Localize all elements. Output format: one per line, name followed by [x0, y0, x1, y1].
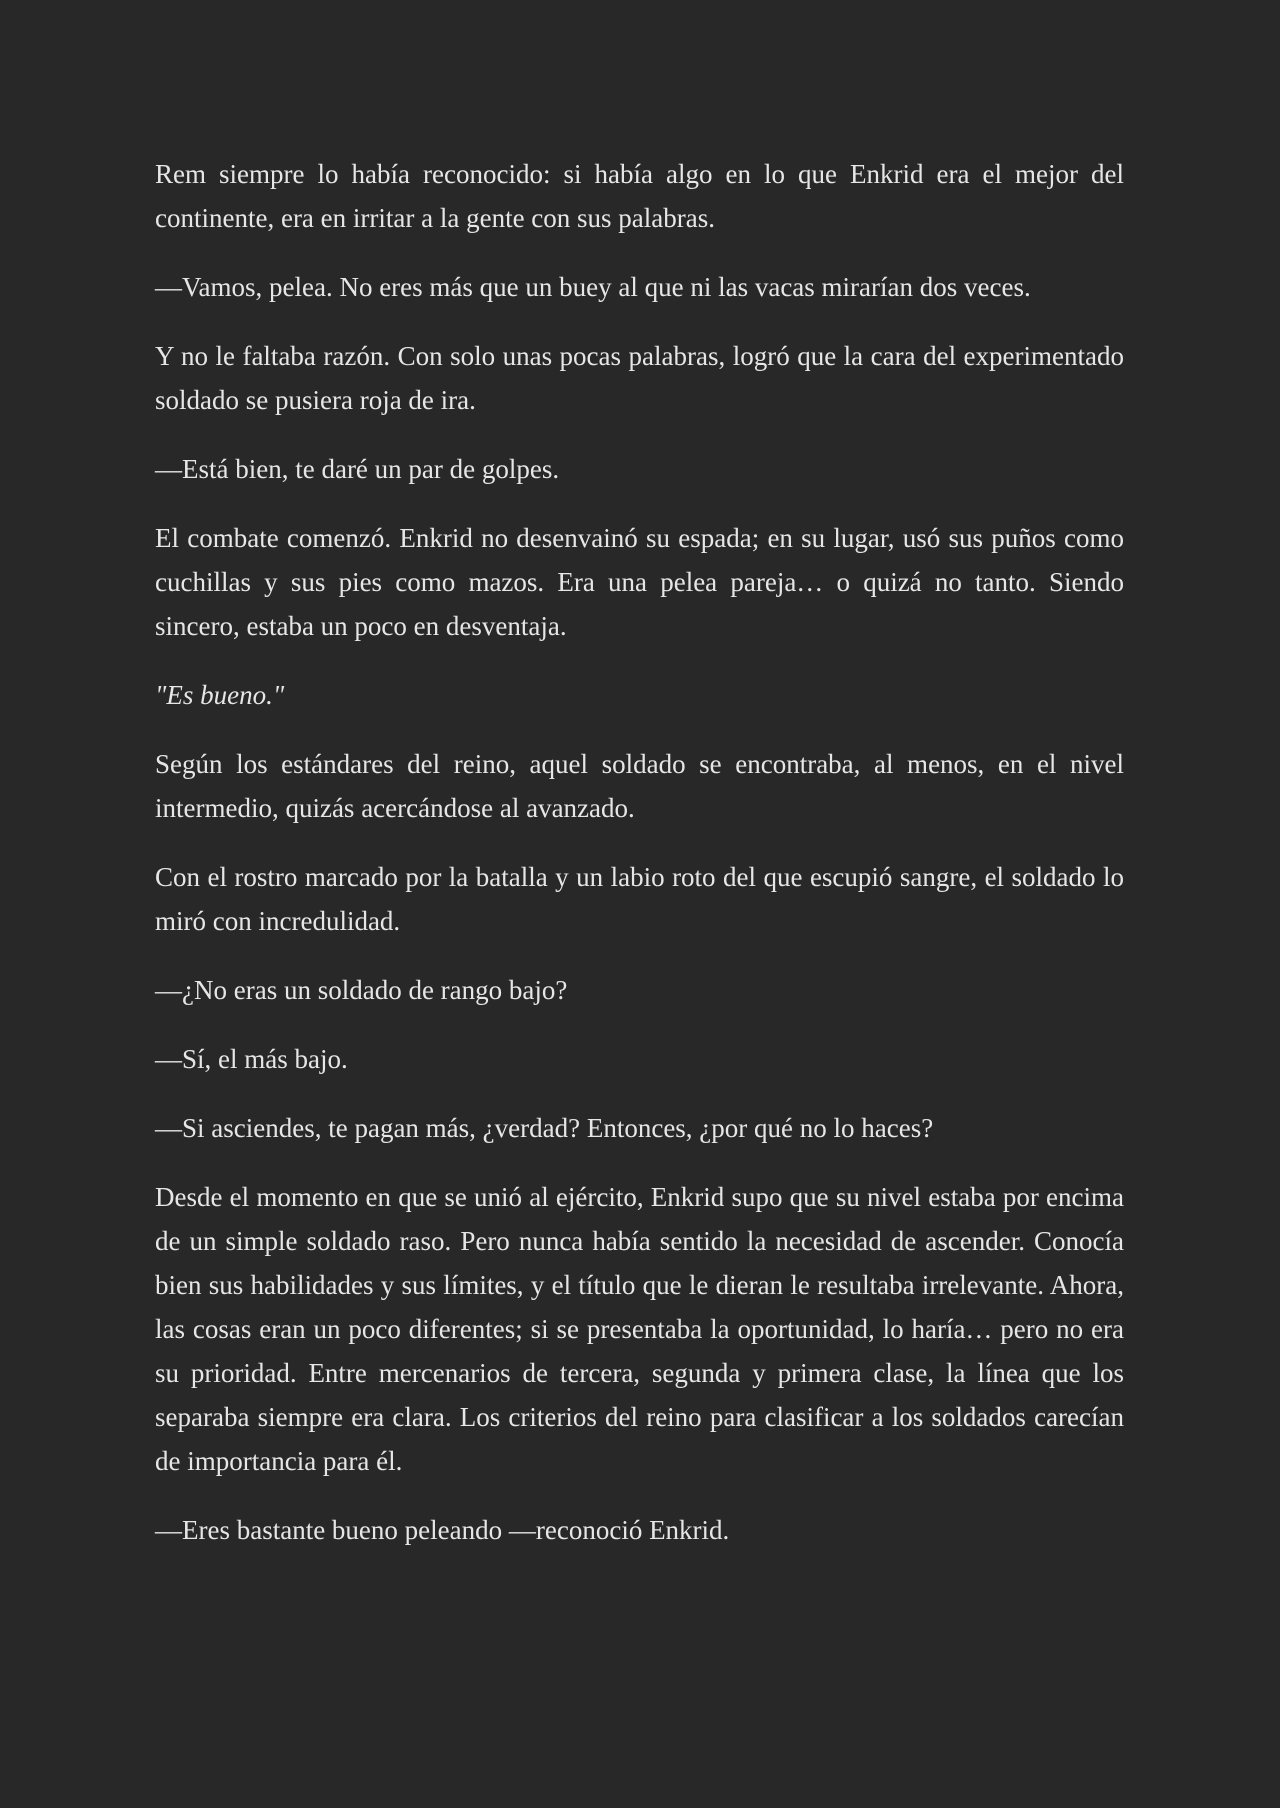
paragraph-13: —Eres bastante bueno peleando —reconoció Enkrid. [155, 1515, 730, 1545]
paragraph-9: —¿No eras un soldado de rango bajo? [155, 975, 568, 1005]
paragraph-11: —Si asciendes, te pagan más, ¿verdad? Entonces, ¿por qué no lo haces? [155, 1113, 934, 1143]
paragraph-12: Desde el momento en que se unió al ejército, Enkrid supo que su nivel estaba por encima de un simple soldado raso. Pero nunca había sentido la necesidad de ascender. Conocía bien sus habilidades y sus límites, y el título que le dieran le resultaba irrelevante. Ahora, las cosas eran un poco diferentes; si se presentaba la oportunidad, lo haría… pero no era su prioridad. Entre mercenarios de tercera, segunda y primera clase, la línea que los separaba siempre era clara. Los criterios del reino para clasificar a los soldados carecían de importancia para él. [155, 1182, 1124, 1476]
paragraph-4: —Está bien, te daré un par de golpes. [155, 454, 560, 484]
paragraph-5: El combate comenzó. Enkrid no desenvainó su espada; en su lugar, usó sus puños como cuchillas y sus pies como mazos. Era una pelea pareja… o quizá no tanto. Siendo sincero, estaba un poco en desventaja. [155, 523, 1124, 641]
paragraph-10: —Sí, el más bajo. [155, 1044, 348, 1074]
paragraph-1: Rem siempre lo había reconocido: si había algo en lo que Enkrid era el mejor del continente, era en irritar a la gente con sus palabras. [155, 159, 1124, 233]
paragraph-3: Y no le faltaba razón. Con solo unas pocas palabras, logró que la cara del experimentado soldado se pusiera roja de ira. [155, 341, 1124, 415]
paragraph-2: —Vamos, pelea. No eres más que un buey al que ni las vacas mirarían dos veces. [155, 272, 1031, 302]
paragraph-6-thought: "Es bueno." [155, 680, 285, 710]
paragraph-8: Con el rostro marcado por la batalla y un labio roto del que escupió sangre, el soldado lo miró con incredulidad. [155, 862, 1124, 936]
paragraph-7: Según los estándares del reino, aquel soldado se encontraba, al menos, en el nivel intermedio, quizás acercándose al avanzado. [155, 749, 1124, 823]
